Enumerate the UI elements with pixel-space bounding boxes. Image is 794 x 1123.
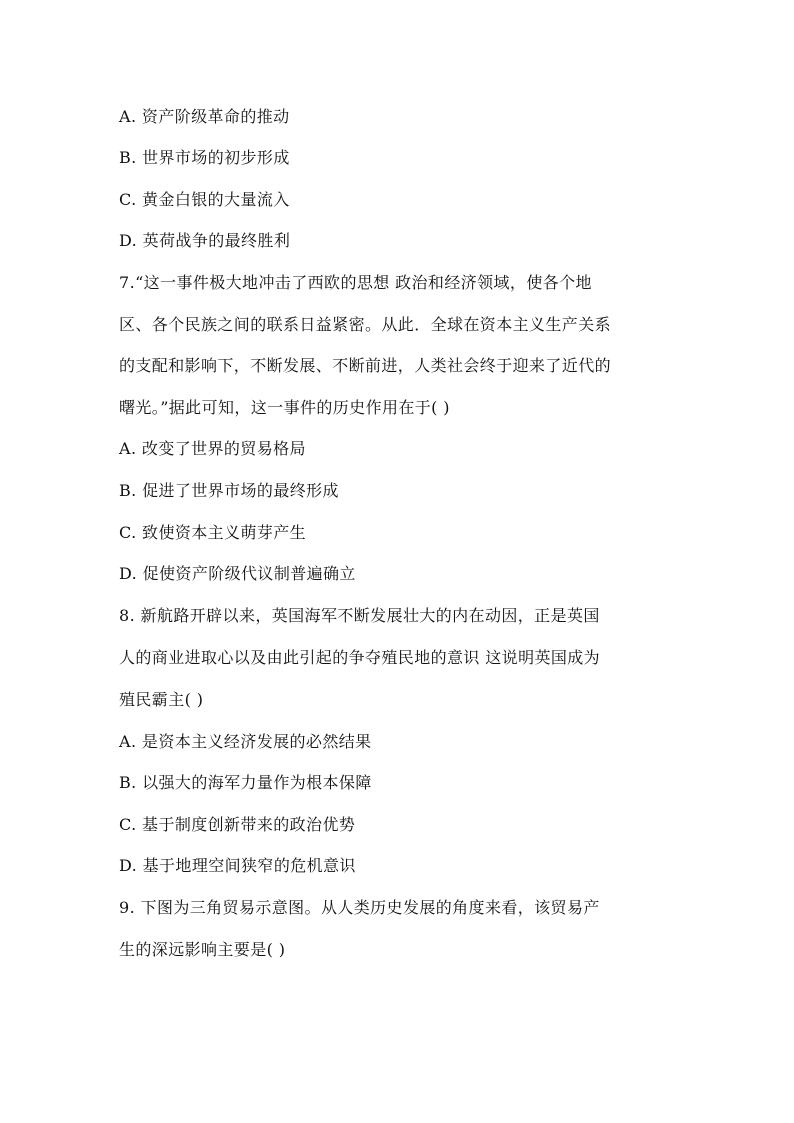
q6-option-c: C. 黄金白银的大量流入	[119, 190, 290, 209]
q6-option-b: B. 世界市场的初步形成	[119, 148, 290, 167]
q7-stem-line-1: 7.“这一事件极大地冲击了西欧的思想 政治和经济领域，使各个地	[119, 273, 592, 292]
q6-option-a: A. 资产阶级革命的推动	[119, 107, 290, 126]
q7-option-c: C. 致使资本主义萌芽产生	[119, 523, 307, 542]
q8-stem-line-3: 殖民霸主( )	[119, 690, 204, 709]
q9-stem-line-1: 9. 下图为三角贸易示意图。从人类历史发展的角度来看，该贸易产	[119, 898, 600, 917]
q8-option-d: D. 基于地理空间狭窄的危机意识	[119, 856, 356, 875]
q8-stem-line-2: 人的商业进取心以及由此引起的争夺殖民地的意识 这说明英国成为	[119, 648, 601, 667]
q7-option-b: B. 促进了世界市场的最终形成	[119, 481, 339, 500]
q9-stem-line-2: 生的深远影响主要是( )	[119, 940, 286, 959]
q7-option-a: A. 改变了世界的贸易格局	[119, 439, 306, 458]
q7-stem-line-4: 曙光。”据此可知，这一事件的历史作用在于( )	[119, 398, 450, 417]
q6-option-d: D. 英荷战争的最终胜利	[119, 231, 291, 250]
q7-option-d: D. 促使资产阶级代议制普遍确立	[119, 564, 356, 583]
q7-stem-line-3: 的支配和影响下，不断发展、不断前进，人类社会终于迎来了近代的	[119, 356, 612, 375]
q8-stem-line-1: 8. 新航路开辟以来，英国海军不断发展壮大的内在动因，正是英国	[119, 606, 600, 625]
q8-option-a: A. 是资本主义经济发展的必然结果	[119, 732, 372, 751]
q8-option-b: B. 以强大的海军力量作为根本保障	[119, 773, 372, 792]
q8-option-c: C. 基于制度创新带来的政治优势	[119, 815, 356, 834]
q7-stem-line-2: 区、各个民族之间的联系日益紧密。从此．全球在资本主义生产关系	[119, 315, 612, 334]
